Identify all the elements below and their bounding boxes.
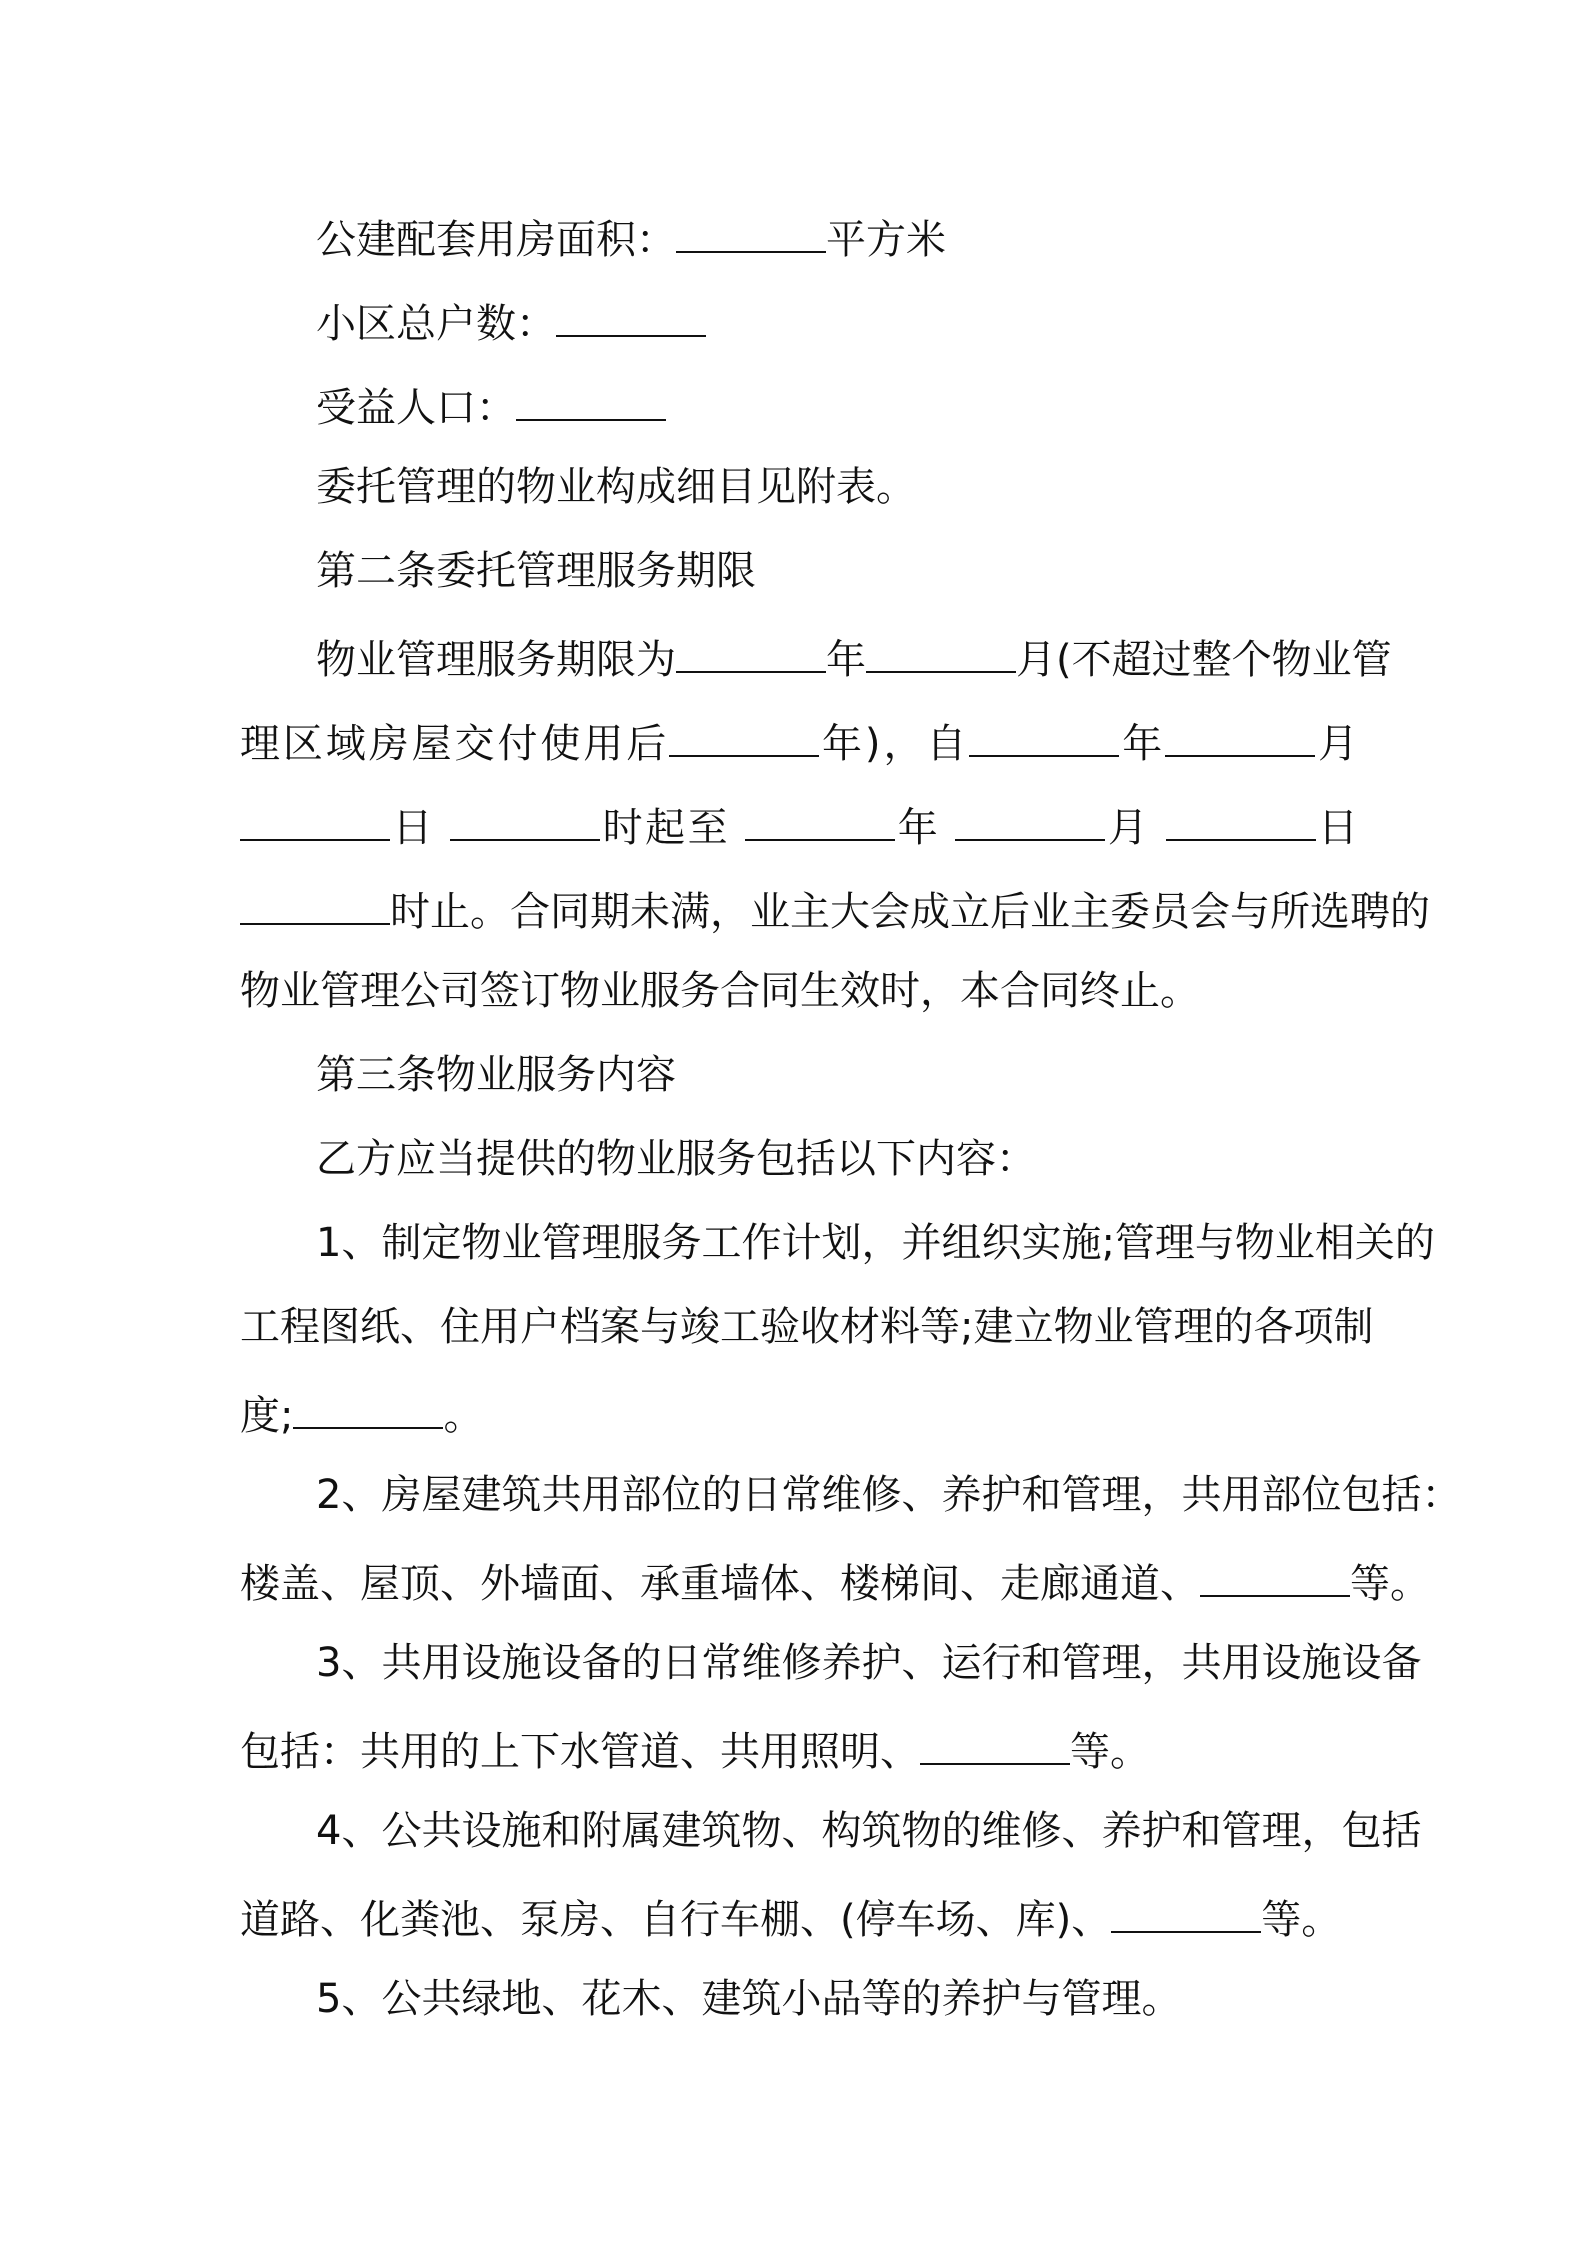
fill-blank[interactable] [669,711,819,757]
paragraph-line [240,879,1430,935]
text-segment: 5、公共绿地、花木、建筑小品等的养护与管理。 [316,1976,1182,2022]
text-segment: 包括：共用的上下水管道、共用照明、 [240,1729,920,1775]
text-segment: 。 [443,1393,484,1439]
text-segment: 3、共用设施设备的日常维修养护、运行和管理，共用设施设备 [316,1640,1422,1686]
fill-blank[interactable] [676,627,826,673]
fill-blank[interactable] [240,879,390,925]
text-segment: 等。 [1350,1561,1430,1607]
text-segment: 物业管理公司签订物业服务合同生效时，本合同终止。 [240,968,1200,1014]
fill-blank[interactable] [866,627,1016,673]
text-segment: 小区总户数： [316,301,556,347]
text-segment: 楼盖、屋顶、外墙面、承重墙体、楼梯间、走廊通道、 [240,1561,1200,1607]
fill-blank[interactable] [556,291,706,337]
fill-blank[interactable] [1111,1887,1261,1933]
list-item-line [240,1299,1374,1355]
list-item-line [240,1551,1430,1607]
fill-blank[interactable] [293,1383,443,1429]
text-segment: 2、房屋建筑共用部位的日常维修、养护和管理，共用部位包括： [316,1472,1462,1518]
text-segment: 等。 [1261,1897,1342,1943]
text-segment: 4、公共设施和附属建筑物、构筑物的维修、养护和管理，包括 [316,1808,1422,1854]
text-segment: 第三条物业服务内容 [316,1052,676,1098]
list-item-line [240,1383,1358,1439]
text-segment: 月 [1315,721,1359,767]
text-segment: 等。 [1070,1729,1150,1775]
text-segment: 度; [240,1393,294,1439]
list-item-line [316,1971,1358,2027]
fill-blank[interactable] [745,795,895,841]
text-segment: 委托管理的物业构成细目见附表。 [316,464,916,510]
text-segment: 工程图纸、住用户档案与竣工验收材料等;建立物业管理的各项制 [240,1304,1374,1350]
text-segment: 日 [1315,805,1359,851]
text-segment: 乙方应当提供的物业服务包括以下内容： [316,1136,1036,1182]
paragraph-line [240,963,1358,1019]
paragraph-line [240,795,1358,851]
list-item-line [316,1635,1422,1691]
fill-blank[interactable] [955,795,1105,841]
text-segment: 年 [826,637,866,683]
fill-blank[interactable] [969,711,1119,757]
text-segment: 时起至 [600,805,731,851]
text-segment: 平方米 [826,217,946,263]
text-segment: 理区域房屋交付使用后 [240,721,670,767]
text-segment: 1、制定物业管理服务工作计划，并组织实施;管理与物业相关的 [316,1220,1435,1266]
public-facility-area-line [316,207,1358,263]
fill-blank[interactable] [676,207,826,253]
fill-blank[interactable] [920,1719,1070,1765]
text-segment: 月(不超过整个物业管 [1016,637,1392,683]
text-segment: 第二条委托管理服务期限 [316,548,756,594]
text-segment: 公建配套用房面积： [316,217,676,263]
fill-blank[interactable] [1165,711,1315,757]
list-item-line [240,1887,1358,1943]
text-segment: 月 [1105,805,1151,851]
article-heading [316,1047,1358,1103]
text-segment: 日 [390,805,435,851]
list-item-line [240,1719,1358,1775]
text-segment: 年 [1119,721,1166,767]
text-segment: 年 [895,805,941,851]
total-households-line [316,291,1358,347]
list-item-line [316,1215,1435,1271]
fill-blank[interactable] [240,795,390,841]
paragraph-line [316,1131,1358,1187]
text-segment: 受益人口： [316,385,516,431]
text-segment: 年)，自 [819,721,970,767]
list-item-line [316,1467,1462,1523]
article-heading [316,543,1358,599]
text-segment: 道路、化粪池、泵房、自行车棚、(停车场、库)、 [240,1897,1112,1943]
beneficiary-population-line [316,375,1358,431]
paragraph-line [240,711,1358,767]
paragraph-line [316,627,1392,683]
text-segment: 时止。合同期未满，业主大会成立后业主委员会与所选聘的 [390,889,1430,935]
fill-blank[interactable] [516,375,666,421]
fill-blank[interactable] [1200,1551,1350,1597]
fill-blank[interactable] [1166,795,1316,841]
list-item-line [316,1803,1422,1859]
text-segment: 物业管理服务期限为 [316,637,676,683]
fill-blank[interactable] [450,795,600,841]
paragraph-line [316,459,1358,515]
